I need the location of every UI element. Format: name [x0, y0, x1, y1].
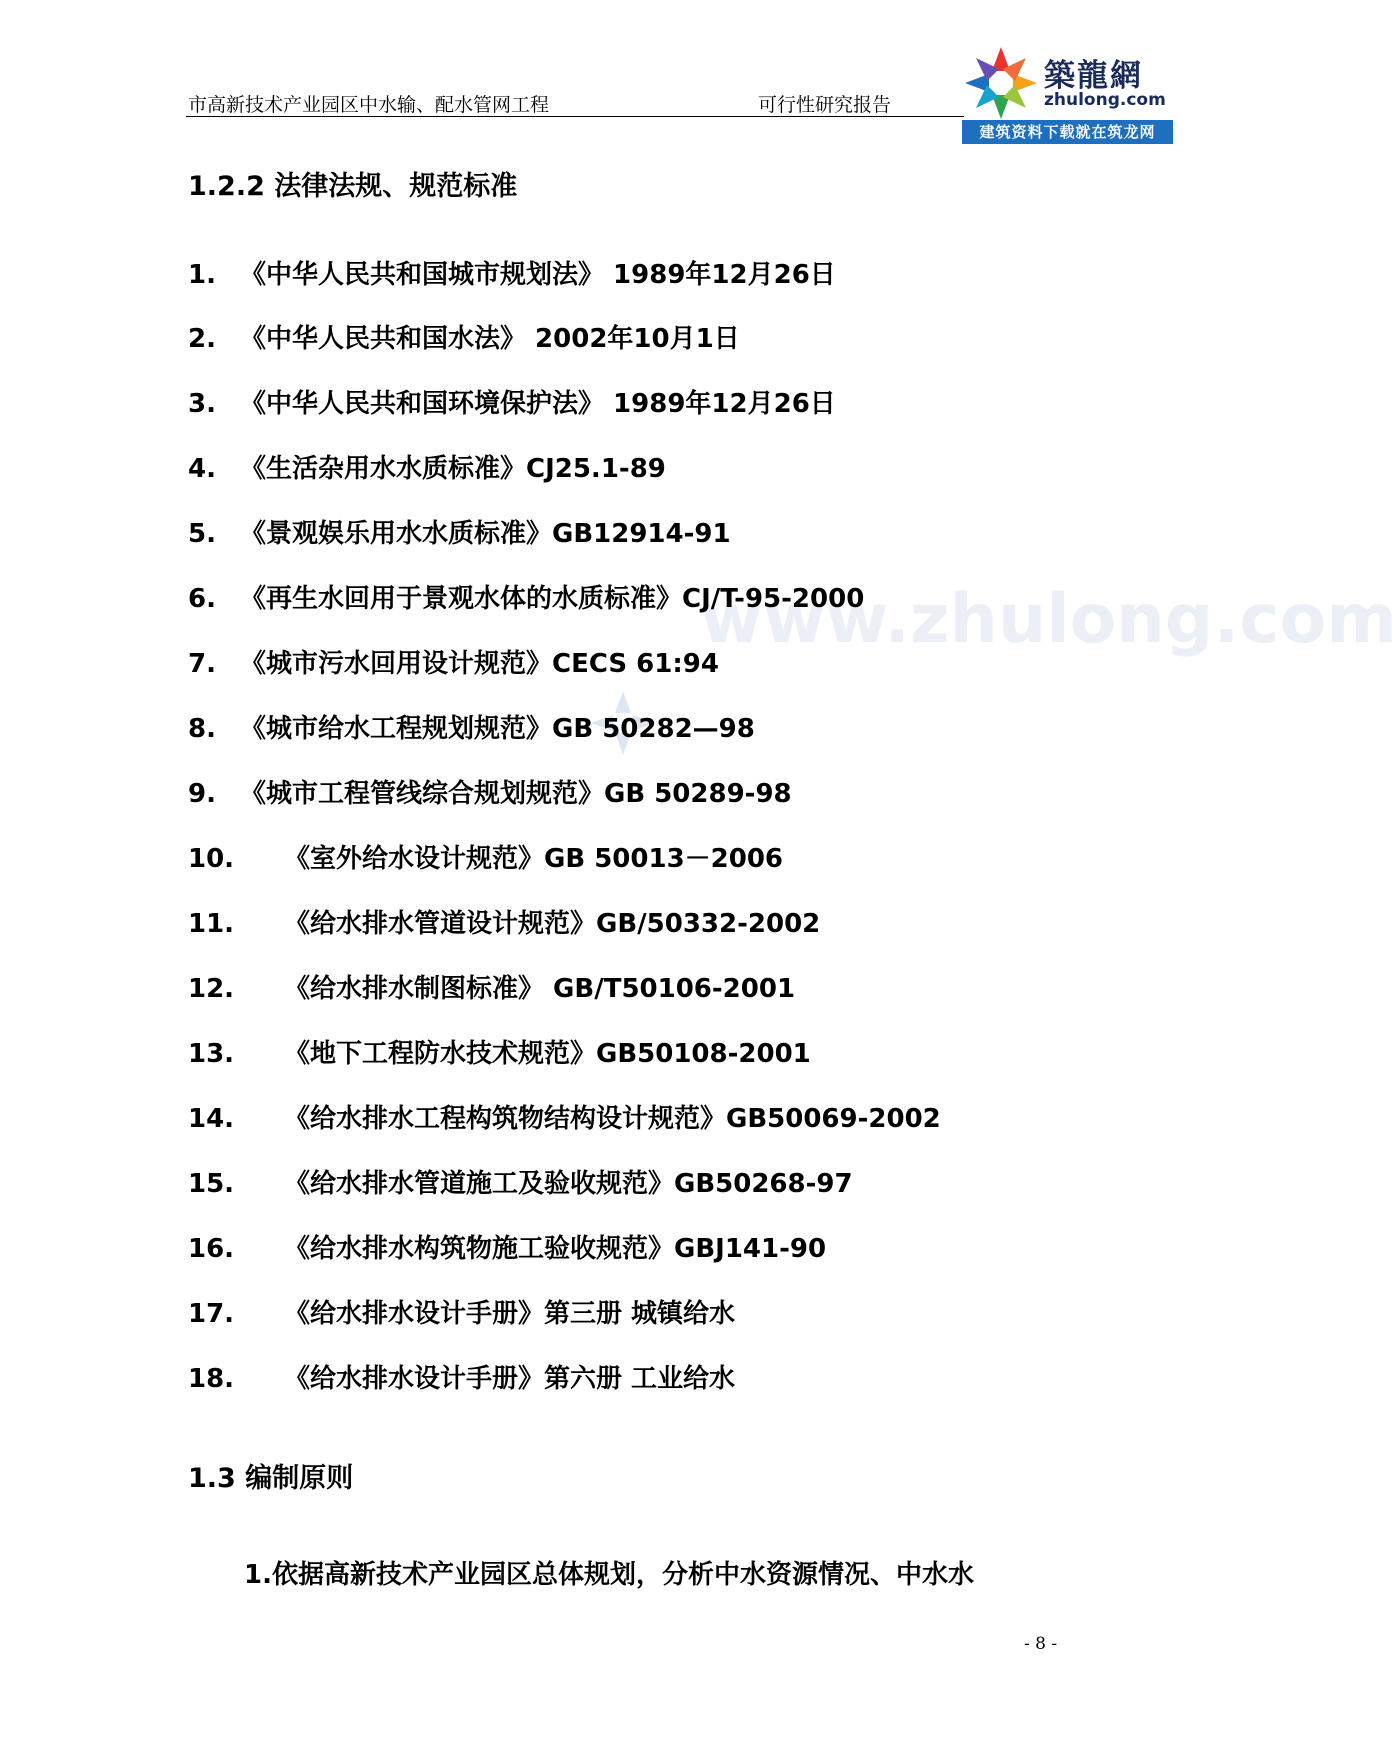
- list-item-text: 《景观娱乐用水水质标准》GB12914-91: [240, 519, 731, 549]
- list-item-text: 《给水排水工程构筑物结构设计规范》GB50069-2002: [284, 1104, 941, 1134]
- header-divider: [186, 116, 964, 117]
- list-item-number: 6.: [188, 584, 216, 614]
- list-item-number: 14.: [188, 1104, 235, 1134]
- list-item-number: 15.: [188, 1169, 235, 1199]
- list-item-text: 《城市污水回用设计规范》CECS 61:94: [240, 649, 719, 679]
- list-item-number: 3.: [188, 389, 216, 419]
- list-item-number: 9.: [188, 779, 216, 809]
- logo-slogan: 建筑资料下载就在筑龙网: [962, 120, 1173, 144]
- list-item-text: 《中华人民共和国水法》 2002年10月1日: [240, 324, 740, 354]
- list-item-text: 《生活杂用水水质标准》CJ25.1-89: [240, 454, 666, 484]
- list-item-number: 1.: [188, 260, 216, 290]
- list-item-text: 《再生水回用于景观水体的水质标准》CJ/T-95-2000: [240, 584, 865, 614]
- list-item-text: 《城市给水工程规划规范》GB 50282—98: [240, 714, 755, 744]
- list-item-text: 《给水排水制图标准》 GB/T50106-2001: [284, 974, 796, 1004]
- list-item-text: 《给水排水管道施工及验收规范》GB50268-97: [284, 1169, 853, 1199]
- list-item-text: 《室外给水设计规范》GB 50013－2006: [284, 844, 784, 874]
- section-heading-laws: 1.2.2 法律法规、规范标准: [188, 171, 518, 202]
- header-project-title: 市高新技术产业园区中水输、配水管网工程: [188, 94, 550, 116]
- list-item-number: 18.: [188, 1364, 235, 1394]
- list-item-text: 《城市工程管线综合规划规范》GB 50289-98: [240, 779, 792, 809]
- list-item-number: 5.: [188, 519, 216, 549]
- logo-url: zhulong.com: [1044, 90, 1166, 110]
- watermark: www.zhulong.com: [700, 580, 1397, 659]
- page-number: - 8 -: [1024, 1634, 1058, 1654]
- zhulong-logo[interactable]: [962, 44, 1173, 146]
- list-item-number: 4.: [188, 454, 216, 484]
- logo-name: 築龍網: [1044, 58, 1143, 94]
- list-item-number: 13.: [188, 1039, 235, 1069]
- list-item-number: 2.: [188, 324, 216, 354]
- zhulong-snowflake-icon: [962, 44, 1040, 122]
- list-item-number: 10.: [188, 844, 235, 874]
- list-item-text: 《中华人民共和国城市规划法》 1989年12月26日: [240, 260, 836, 290]
- list-item-number: 17.: [188, 1299, 235, 1329]
- list-item-text: 《给水排水管道设计规范》GB/50332-2002: [284, 909, 821, 939]
- list-item-text: 《给水排水构筑物施工验收规范》GBJ141-90: [284, 1234, 827, 1264]
- list-item-number: 8.: [188, 714, 216, 744]
- list-item-number: 16.: [188, 1234, 235, 1264]
- list-item-number: 11.: [188, 909, 235, 939]
- list-item-text: 《给水排水设计手册》第三册 城镇给水: [284, 1299, 736, 1329]
- list-item-text: 《地下工程防水技术规范》GB50108-2001: [284, 1039, 811, 1069]
- list-item-text: 《给水排水设计手册》第六册 工业给水: [284, 1364, 736, 1394]
- list-item-number: 12.: [188, 974, 235, 1004]
- principles-paragraph: 1.依据高新技术产业园区总体规划，分析中水资源情况、中水水: [244, 1560, 974, 1590]
- list-item-number: 7.: [188, 649, 216, 679]
- header-report-type: 可行性研究报告: [758, 94, 892, 116]
- list-item-text: 《中华人民共和国环境保护法》 1989年12月26日: [240, 389, 836, 419]
- section-heading-principles: 1.3 编制原则: [188, 1463, 354, 1494]
